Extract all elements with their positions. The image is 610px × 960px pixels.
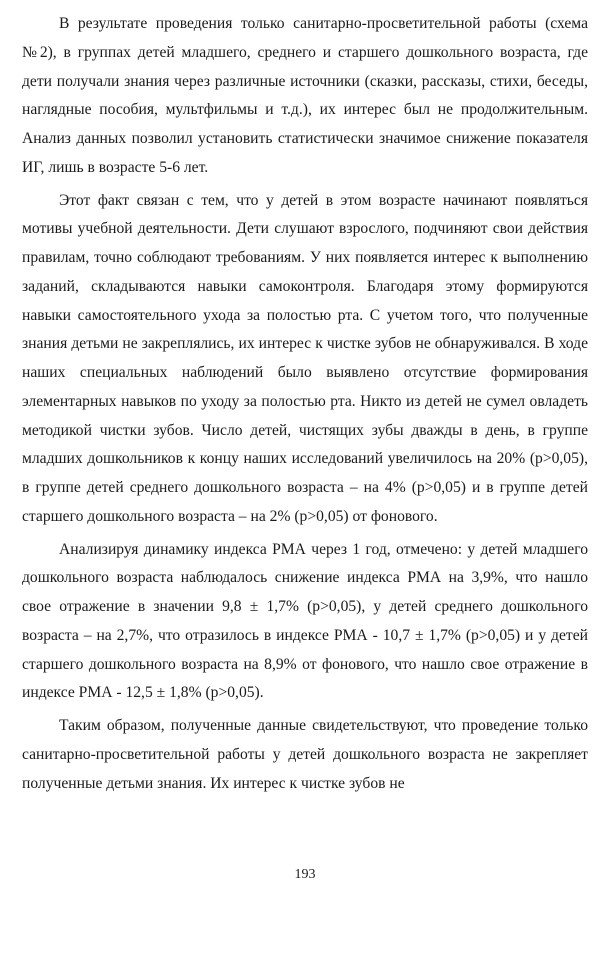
- text-body: [22, 10, 588, 798]
- paragraph-4: Таким образом, полученные данные свидетельствуют, что проведение только санитарно-просветительной работы у детей дошкольного возраста не закрепляет полученные детьми знания. Их интерес к чистке зубов не: [22, 717, 588, 792]
- paragraph-1: В результате проведения только санитарно-просветительной работы (схема №2), в группах детей младшего, среднего и старшего дошкольного возраста, где дети получали знания через различные источники (сказки, рассказы, стихи, беседы, наглядные пособия, мультфильмы и т.д.), их интерес был не продолжительным. Анализ данных позволил установить статистически значимое снижение показателя ИГ, лишь в возрасте 5-6 лет.: [22, 15, 588, 176]
- page-number: 193: [294, 867, 316, 882]
- paragraph-2: Этот факт связан с тем, что у детей в этом возрасте начинают появляться мотивы учебной деятельности. Дети слушают взрослого, подчиняют свои действия правилам, точно соблюдают требованиям. У них появляется интерес к выполнению заданий, складываются навыки самоконтроля. Благодаря этому формируются навыки самостоятельного ухода за полостью рта. С учетом того, что полученные знания детьми не закреплялись, их интерес к чистке зубов не обнаруживался. В ходе наших специальных наблюдений было выявлено отсутствие формирования элементарных навыков по уходу за полостью рта. Никто из детей не сумел овладеть методикой чистки зубов. Число детей, чистящих зубы дважды в день, в группе младших дошкольников к концу наших исследований увеличилось на 20% (p>0,05), в группе детей среднего дошкольного возраста – на 4% (p>0,05) и в группе детей старшего дошкольного возраста – на 2% (p>0,05) от фонового.: [22, 191, 588, 525]
- paragraph-3: Анализируя динамику индекса РМА через 1 год, отмечено: у детей младшего дошкольного возраста наблюдалось снижение индекса РМА на 3,9%, что нашло свое отражение в значении 9,8 ± 1,7% (p>0,05), у детей среднего дошкольного возраста – на 2,7%, что отразилось в индексе РМА - 10,7 ± 1,7% (p>0,05) и у детей старшего дошкольного возраста на 8,9% от фонового, что нашло свое отражение в индексе РМА - 12,5 ± 1,8% (p>0,05).: [22, 540, 588, 702]
